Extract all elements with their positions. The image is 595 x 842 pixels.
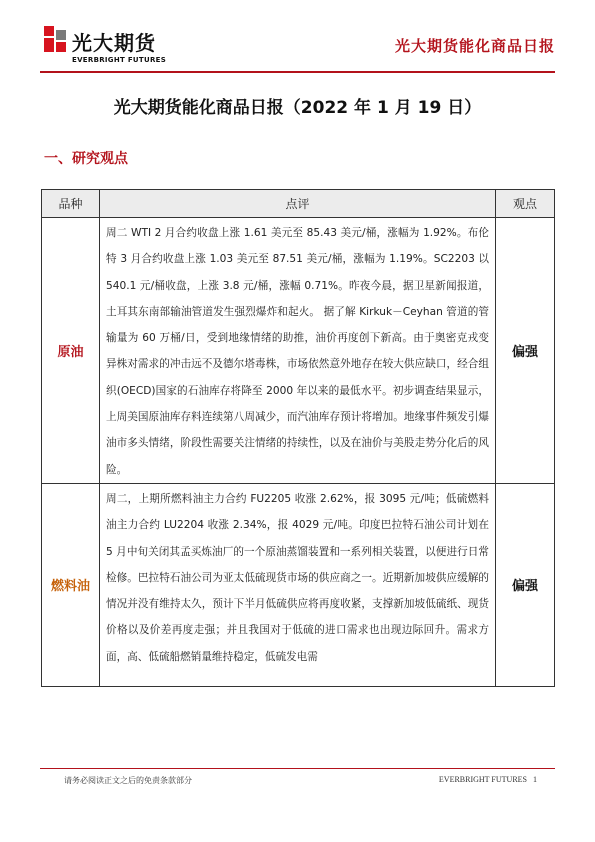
footer-disclaimer: 请务必阅读正文之后的免责条款部分 [64,776,192,785]
row-comment: 周二 WTI 2 月合约收盘上涨 1.61 美元至 85.43 美元/桶，涨幅为 1.92%。布伦特 3 月合约收盘上涨 1.03 美元至 87.51 美元/桶，涨幅为 1.19%。SC2203 以 540.1 元/桶收盘，上涨 3.8 元/桶，涨幅 0.71%。昨夜今晨，据卫星新闻报道，土耳其东南部输油管道发生强烈爆炸和起火。 据了解 Kirkuk－Ceyhan 管道的管输量为 60 万桶/日，受到地缘情绪的助推，油价再度创下新高。由于奥密克戎变异株对需求的冲击远不及德尔塔毒株，市场依然意外地存在较大供应缺口，经合组织(OECD)国家的石油库存将降至 2000 年以来的最低水平。初步调查结果显示，上周美国原油库存料连续第八周减少，而汽油库存预计将增加。地缘事件频发引爆油市多头情绪，阶段性需要关注情绪的持续性，以及在油价与美股走势分化后的风险。 [100,218,496,484]
company-logo [44,26,194,72]
footer-brand-name: EVERBRIGHT FUTURES [438,775,527,784]
commodity-table [41,189,555,687]
table-row [42,483,555,686]
section-heading: 一、研究观点 [44,151,128,167]
row-view: 偏强 [496,483,555,686]
page-header [0,0,595,80]
table-row [42,218,555,484]
logo-english-name: EVERBRIGHT FUTURES [72,56,167,64]
row-category: 燃料油 [42,483,100,686]
header-view: 观点 [496,190,555,218]
header-comment: 点评 [100,190,496,218]
row-comment-cell [100,483,496,686]
everbright-logo-icon [44,26,68,54]
row-view: 偏强 [496,218,555,484]
footer-brand [439,775,537,784]
header-divider [40,71,555,73]
logo-chinese-name: 光大期货 [72,31,156,55]
header-category: 品种 [42,190,100,218]
report-name: 光大期货能化商品日报 [394,37,555,55]
row-category: 原油 [42,218,100,484]
page-number: 1 [533,775,537,784]
document-title: 光大期货能化商品日报（2022 年 1 月 19 日） [113,98,482,118]
row-comment: 周二，上期所燃料油主力合约 FU2205 收涨 2.62%，报 3095 元/吨；低硫燃料油主力合约 LU2204 收涨 2.34%，报 4029 元/吨。印度巴拉特石油公司计划在 5 月中旬关闭其孟买炼油厂的一个原油蒸馏装置和一系列相关装置，以便进行日常检修。巴拉特石油公司为亚太低硫现货市场的供应商之一。近期新加坡供应缓解的情况并没有维持太久，预计下半月低硫供应将再度收紧，支撑新加坡低硫纸、现货价格以及价差再度走强；并且我国对于低硫的进口需求也出现边际回升。需求方面，高、低硫船燃销量维持稳定，低硫发电需 [106,492,489,663]
footer-divider [40,768,555,769]
table-header-row [42,190,555,218]
